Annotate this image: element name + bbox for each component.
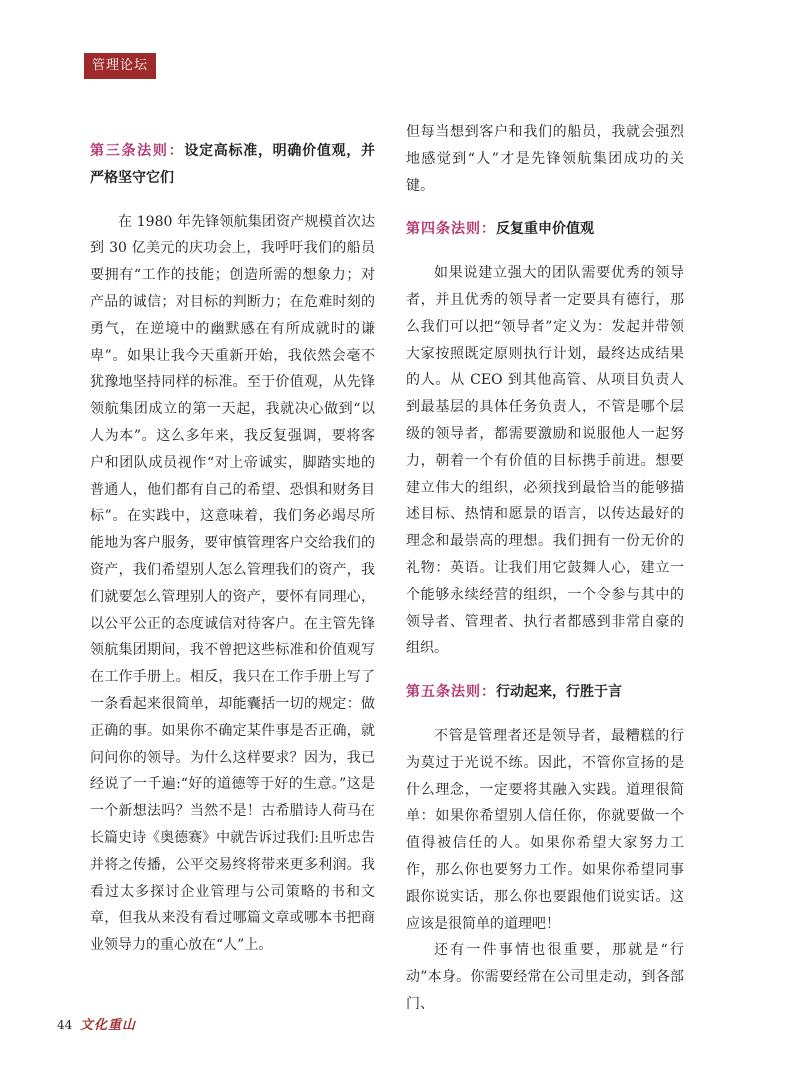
page-number: 44: [57, 1018, 73, 1032]
rule3-lead: 第三条法则：: [90, 143, 185, 159]
rule5-heading: [406, 679, 684, 706]
rule4-lead: 第四条法则：: [406, 221, 496, 238]
rule5-paragraph-2: 还有一件事情也很重要，那就是“行动”本身。你需要经常在公司里走动，到各部门、: [406, 942, 684, 1012]
rule3-paragraph: 在 1980 年先锋领航集团资产规模首次达到 30 亿美元的庆功会上，我呼吁我们的船员要拥有“工作的技能；创造所需的想象力；对产品的诚信；对目标的判断力；在危难时刻的勇气，在逆境中的幽默感在有所成就时的谦卑”。如果让我今天重新开始，我依然会毫不犹豫地坚持同样的标准。至于价值观，从先锋领航集团成立的第一天起，我就决心做到“以人为本”。这么多年来，我反复强调，要将客户和团队成员视作“对上帝诚实，脚踏实地的普通人，他们都有自己的希望、恐惧和财务目标”。在实践中，这意味着，我们务必竭尽所能地为客户服务，要审慎管理客户交给我们的资产，我们希望别人怎么管理我们的资产，我们就要怎么管理别人的资产，要怀有同理心，以公平公正的态度诚信对待客户。在主管先锋领航集团期间，我不曾把这些标准和价值观写在工作手册上。相反，我只在工作手册上写了一条看起来很简单，却能囊括一切的规定：做正确的事。如果你不确定某件事是否正确，就问问你的领导。为什么这样要求？因为，我已经说了一千遍:“好的道德等于好的生意。”这是一个新想法吗？当然不是！古希腊诗人荷马在长篇史诗《奥德赛》中就告诉过我们:且听忠告并将之传播，公平交易终将带来更多利润。我看过太多探讨企业管理与公司策略的书和文章，但我从来没有看过哪篇文章或哪本书把商业领导力的重心放在“人”上。: [90, 213, 375, 954]
right-column: [406, 119, 684, 1018]
continued-paragraph: 但每当想到客户和我们的船员，我就会强烈地感觉到“人”才是先锋领航集团成功的关键。: [406, 124, 684, 194]
magazine-logo: 文化重山: [80, 1018, 137, 1033]
left-column: [90, 119, 375, 959]
rule3-heading: [90, 138, 375, 192]
section-banner: 管理论坛: [84, 53, 156, 79]
rule4-heading: [406, 216, 684, 243]
rule4-paragraph: 如果说建立强大的团队需要优秀的领导者，并且优秀的领导者一定要具有德行，那么我们可以把“领导者”定义为：发起并带领大家按照既定原则执行计划，最终达成结果的人。从 CEO 到其他高管、从项目负责人到最基层的具体任务负责人，不管是哪个层级的领导者，都需要激励和说服他人一起努力，朝着一个有价值的目标携手前进。想要建立伟大的组织，必须找到最恰当的能够描述目标、热情和愿景的语言，以传达最好的理念和最崇高的理想。我们拥有一份无价的礼物：英语。让我们用它鼓舞人心，建立一个能够永续经营的组织，一个令参与其中的领导者、管理者、执行者都感到非常自豪的组织。: [406, 265, 684, 657]
rule5-title: 行动起来，行胜于言: [496, 684, 622, 701]
rule3-title: 设定高标准，明确价值观，并严格坚守它们: [90, 143, 376, 186]
rule5-paragraph-1: 不管是管理者还是领导者，最糟糕的行为莫过于光说不练。因此，不管你宣扬的是什么理念，一定要将其融入实践。道理很简单：如果你希望别人信任你，你就要做一个值得被信任的人。如果你希望大家努力工作，那么你也要努力工作。如果你希望同事跟你说实话，那么你也要跟他们说实话。这应该是很简单的道理吧！: [406, 727, 684, 932]
rule4-title: 反复重申价值观: [496, 221, 594, 238]
rule5-lead: 第五条法则：: [406, 684, 496, 701]
